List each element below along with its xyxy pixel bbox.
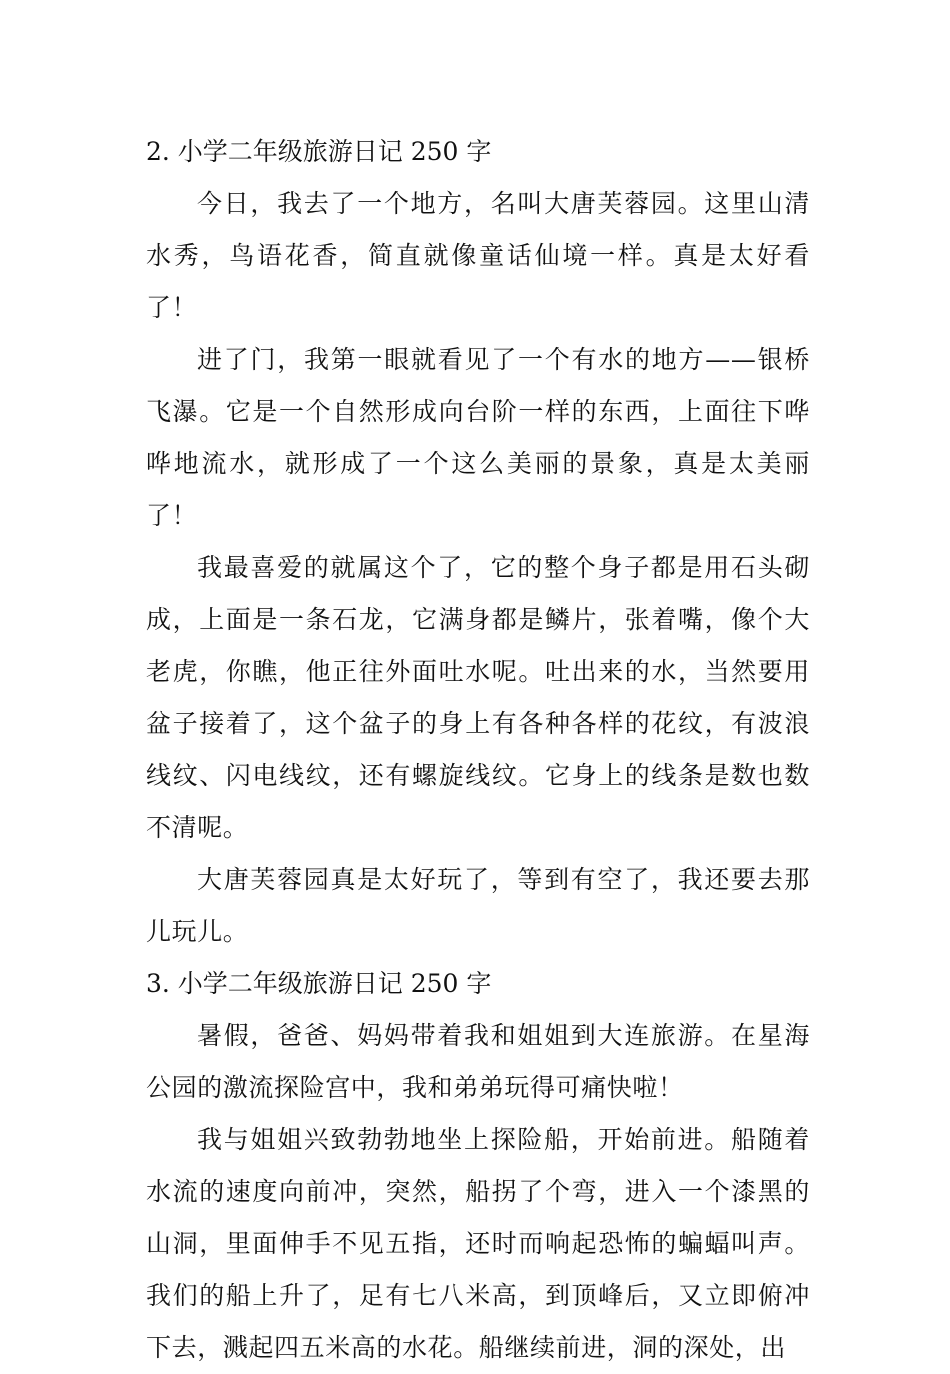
section-heading: 2. 小学二年级旅游日记 250 字 — [146, 137, 492, 166]
document-body — [146, 126, 810, 1374]
paragraph: 进了门，我第一眼就看见了一个有水的地方——银桥飞瀑。它是一个自然形成向台阶一样的东西，上面往下哗哗地流水，就形成了一个这么美丽的景象，真是太美丽了！ — [146, 345, 810, 530]
paragraph: 我最喜爱的就属这个了，它的整个身子都是用石头砌成，上面是一条石龙，它满身都是鳞片，张着嘴，像个大老虎，你瞧，他正往外面吐水呢。吐出来的水，当然要用盆子接着了，这个盆子的身上有各种各样的花纹，有波浪线纹、闪电线纹，还有螺旋线纹。它身上的线条是数也数不清呢。 — [146, 553, 810, 842]
paragraph: 暑假，爸爸、妈妈带着我和姐姐到大连旅游。在星海公园的激流探险宫中，我和弟弟玩得可痛快啦！ — [146, 1021, 810, 1102]
paragraph: 我与姐姐兴致勃勃地坐上探险船，开始前进。船随着水流的速度向前冲，突然，船拐了个弯，进入一个漆黑的山洞，里面伸手不见五指，还时而响起恐怖的蝙蝠叫声。我们的船上升了，足有七八米高，到顶峰后，又立即俯冲下去，溅起四五米高的水花。船继续前进，洞的深处，出 — [146, 1125, 810, 1362]
paragraph: 今日，我去了一个地方，名叫大唐芙蓉园。这里山清水秀，鸟语花香，简直就像童话仙境一样。真是太好看了！ — [146, 189, 810, 322]
paragraph: 大唐芙蓉园真是太好玩了，等到有空了，我还要去那儿玩儿。 — [146, 865, 810, 946]
section-heading: 3. 小学二年级旅游日记 250 字 — [146, 969, 492, 998]
